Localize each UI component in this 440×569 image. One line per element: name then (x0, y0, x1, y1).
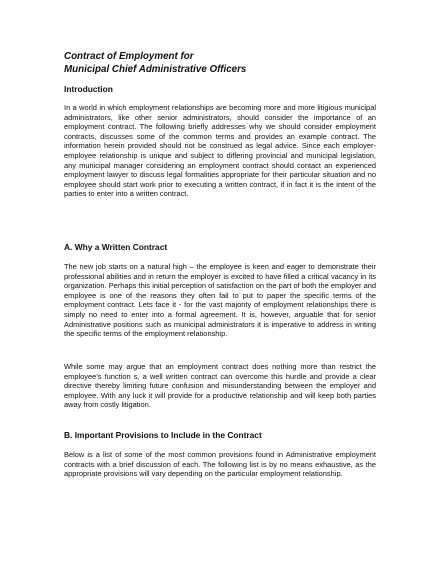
why-written-contract-paragraph-2: While some may argue that an employment contract does nothing more than restrict the employee’s function s, a well written contract can overcome this hurdle and provide a clear directive thereby limiting future confusion and misunderstanding between the employer and employee. With any luck it will provide for a productive relationship and will keep both parties away from costly litigation. (64, 362, 376, 410)
important-provisions-paragraph: Below is a list of some of the most common provisions found in Administrative employment contracts with a brief discussion of each. The following list is by no means exhaustive, as the appropriate provisions will vary depending on the particular employment relationship. (64, 450, 376, 479)
introduction-paragraph: In a world in which employment relationships are becoming more and more litigious municipal administrators, like other senior administrators, should consider the importance of an employment contract. The following briefly addresses why we should consider employment contracts, discusses some of the common terms and provides an example contract. The information herein provided should not be construed as legal advice. Since each employer-employee relationship is unique and subject to differing provincial and municipal legislation, any municipal manager considering an employment contract should contact an experienced employment lawyer to discuss legal formalities appropriate for their particular situation and no employee should start work prior to executing a written contract, if in fact it is the intent of the parties to enter into a written contract. (64, 103, 376, 199)
section-heading-why-written-contract: A. Why a Written Contract (64, 242, 168, 252)
section-heading-introduction: Introduction (64, 84, 113, 94)
why-written-contract-paragraph-1: The new job starts on a natural high – the employee is keen and eager to demonstrate their professional abilities and in return the employer is excited to have filled a critical vacancy in its organization. Perhaps this initial perception of satisfaction on the part of both the employer and employee is one of the reasons they often fail to put to paper the specific terms of the employment contract. Lets face it - for the vast majority of employment relationships there is simply no need to enter into a formal agreement. It is, however, arguable that for senior Administrative positions such as municipal administrators it is imperative to address in writing the specific terms of the employment relationship. (64, 262, 376, 339)
document-title-line-2: Municipal Chief Administrative Officers (64, 64, 247, 75)
document-title (64, 50, 384, 76)
section-heading-important-provisions: B. Important Provisions to Include in the Contract (64, 430, 262, 440)
document-title-line-1: Contract of Employment for (64, 51, 194, 62)
